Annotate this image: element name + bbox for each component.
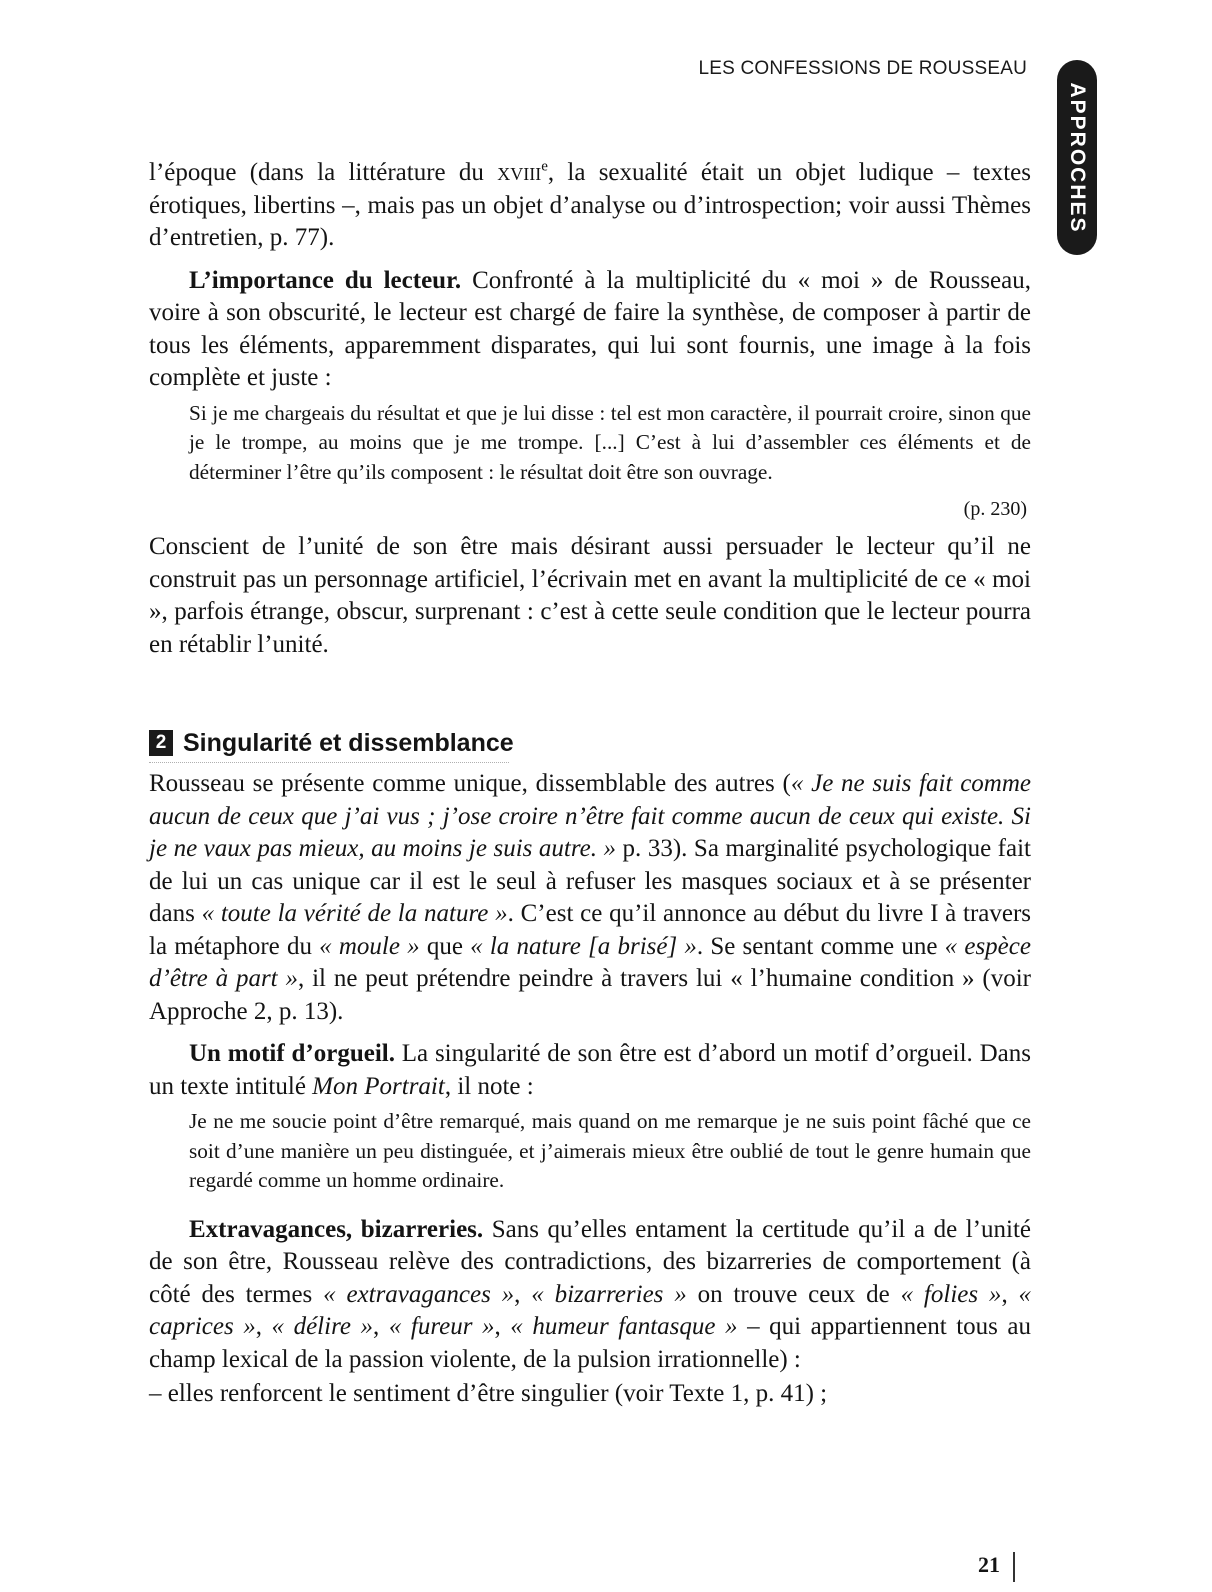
italic-quote: « moule » <box>319 932 420 960</box>
italic-quote: « Je ne suis fait comme aucun de ceux que j’ai vus ; j’ose croire n’être fait comme aucun de ceux qui existe. Si je ne vaux pas mieux, au moins je suis autre. » <box>149 770 1031 862</box>
century-superscript: e <box>541 158 548 175</box>
text-run: Rousseau se présente comme unique, dissemblable des autres ( <box>149 770 791 797</box>
italic-term: « délire » <box>271 1313 374 1340</box>
text-run: . C’est ce qu’il annonce au début du livre I à travers la métaphore du <box>149 900 1032 960</box>
italic-quote: « espèce d’être à part » <box>149 932 1031 992</box>
century-numeral: xviii <box>497 159 542 186</box>
section-heading <box>149 726 1031 760</box>
run-in-heading: Extravagances, bizarreries. <box>189 1215 484 1243</box>
text-run: Confronté à la multiplicité du « moi » de Rousseau, voire à son obscurité, le lecteur est chargé de faire la synthèse, de composer à partir de tous les éléments, apparemment disparates, qui lui sont fournis, une image à la fois complète et juste : <box>149 266 1031 391</box>
section-number-badge: 2 <box>149 730 173 756</box>
paragraph-pride <box>149 1038 1031 1103</box>
paragraph-extravagances <box>149 1214 1031 1377</box>
separator: , <box>373 1313 389 1340</box>
quote-reference: (p. 230) <box>963 498 1027 520</box>
separator: , <box>514 1280 532 1308</box>
text-run: – qui appartiennent tous au champ lexical de la passion violente, de la pulsion irrationnelle) : <box>149 1313 1032 1373</box>
text-run: La singularité de son être est d’abord un motif d’orgueil. Dans un texte intitulé <box>149 1040 1031 1100</box>
italic-quote: « toute la vérité de la nature » <box>201 900 508 927</box>
text-run: on trouve ceux de <box>686 1280 901 1308</box>
italic-term: « fureur » <box>388 1313 495 1340</box>
run-in-heading: Un motif d’orgueil. <box>189 1040 395 1067</box>
heading-rule <box>149 762 509 764</box>
paragraph-unity: Conscient de l’unité de son être mais désirant aussi persuader le lecteur qu’il ne construit pas un personnage artificiel, l’écrivain met en avant la multiplicité de ce « moi », parfois étrange, obscur, surprenant : c’est à cette seule condition que le lecteur pourra en rétablir l’unité. <box>149 533 1031 658</box>
running-header: LES CONFESSIONS DE ROUSSEAU <box>698 58 1027 79</box>
italic-term: « caprices » <box>149 1280 1032 1340</box>
separator: , <box>255 1313 272 1340</box>
text-run: Sans qu’elles entament la certitude qu’il a de l’unité de son être, Rousseau relève des contradictions, des bizarreries de comportement (à côté des termes <box>149 1215 1031 1308</box>
text-run: , il ne peut prétendre peindre à travers lui « l’humaine condition » (voir Approche 2, p. 13). <box>149 965 1031 1025</box>
italic-term: « folies » <box>900 1280 1002 1308</box>
paragraph-singularity <box>149 768 1031 1028</box>
italic-term: « bizarreries » <box>531 1280 687 1308</box>
work-title: Mon Portrait <box>312 1072 445 1100</box>
page-number: 21 <box>978 1552 1000 1577</box>
italic-term: « humeur fantasque » <box>510 1313 738 1340</box>
run-in-heading: L’importance du lecteur. <box>189 266 462 294</box>
text-run: l’époque (dans la littérature du <box>149 159 498 186</box>
text-run: . Se sentant comme une <box>696 932 945 960</box>
text-run: p. 33). Sa marginalité psychologique fait de lui un cas unique car il est le seul à refuser les masques sociaux et à se présenter dans <box>149 835 1031 927</box>
separator: , <box>1001 1280 1019 1308</box>
section-tab <box>1057 60 1097 255</box>
paragraph-reader-importance <box>149 265 1031 395</box>
block-quote: Je ne me soucie point d’être remarqué, mais quand on me remarque je ne suis point fâché que ce soit d’une manière un peu distinguée, et j’aimerais mieux être oublié de tout le genre humain que regardé comme un homme ordinaire. <box>189 1109 1031 1192</box>
separator: , <box>494 1313 511 1340</box>
italic-term: « extravagances » <box>323 1280 515 1308</box>
page-number-rule <box>1013 1552 1015 1582</box>
text-run: , il note : <box>444 1072 534 1100</box>
page-body <box>149 157 1031 1411</box>
section-tab-label: APPROCHES <box>1066 81 1089 234</box>
italic-quote: « la nature [a brisé] » <box>470 932 697 960</box>
text-run: que <box>419 932 471 960</box>
block-quote: Si je me chargeais du résultat et que je lui disse : tel est mon caractère, il pourrait croire, sinon que je le trompe, au moins que je me trompe. [...] C’est à lui d’assembler ces éléments et de déterminer l’être qu’ils composent : le résultat doit être son ouvrage. <box>189 400 1031 484</box>
section-title: Singularité et dissemblance <box>183 729 514 757</box>
paragraph-continuation <box>149 157 1031 255</box>
text-run: , la sexualité était un objet ludique – textes érotiques, libertins –, mais pas un objet d’analyse ou d’introspection; voir aussi Thèmes d’entretien, p. 77). <box>149 159 1032 251</box>
list-item: – elles renforcent le sentiment d’être singulier (voir Texte 1, p. 41) ; <box>149 1380 828 1407</box>
